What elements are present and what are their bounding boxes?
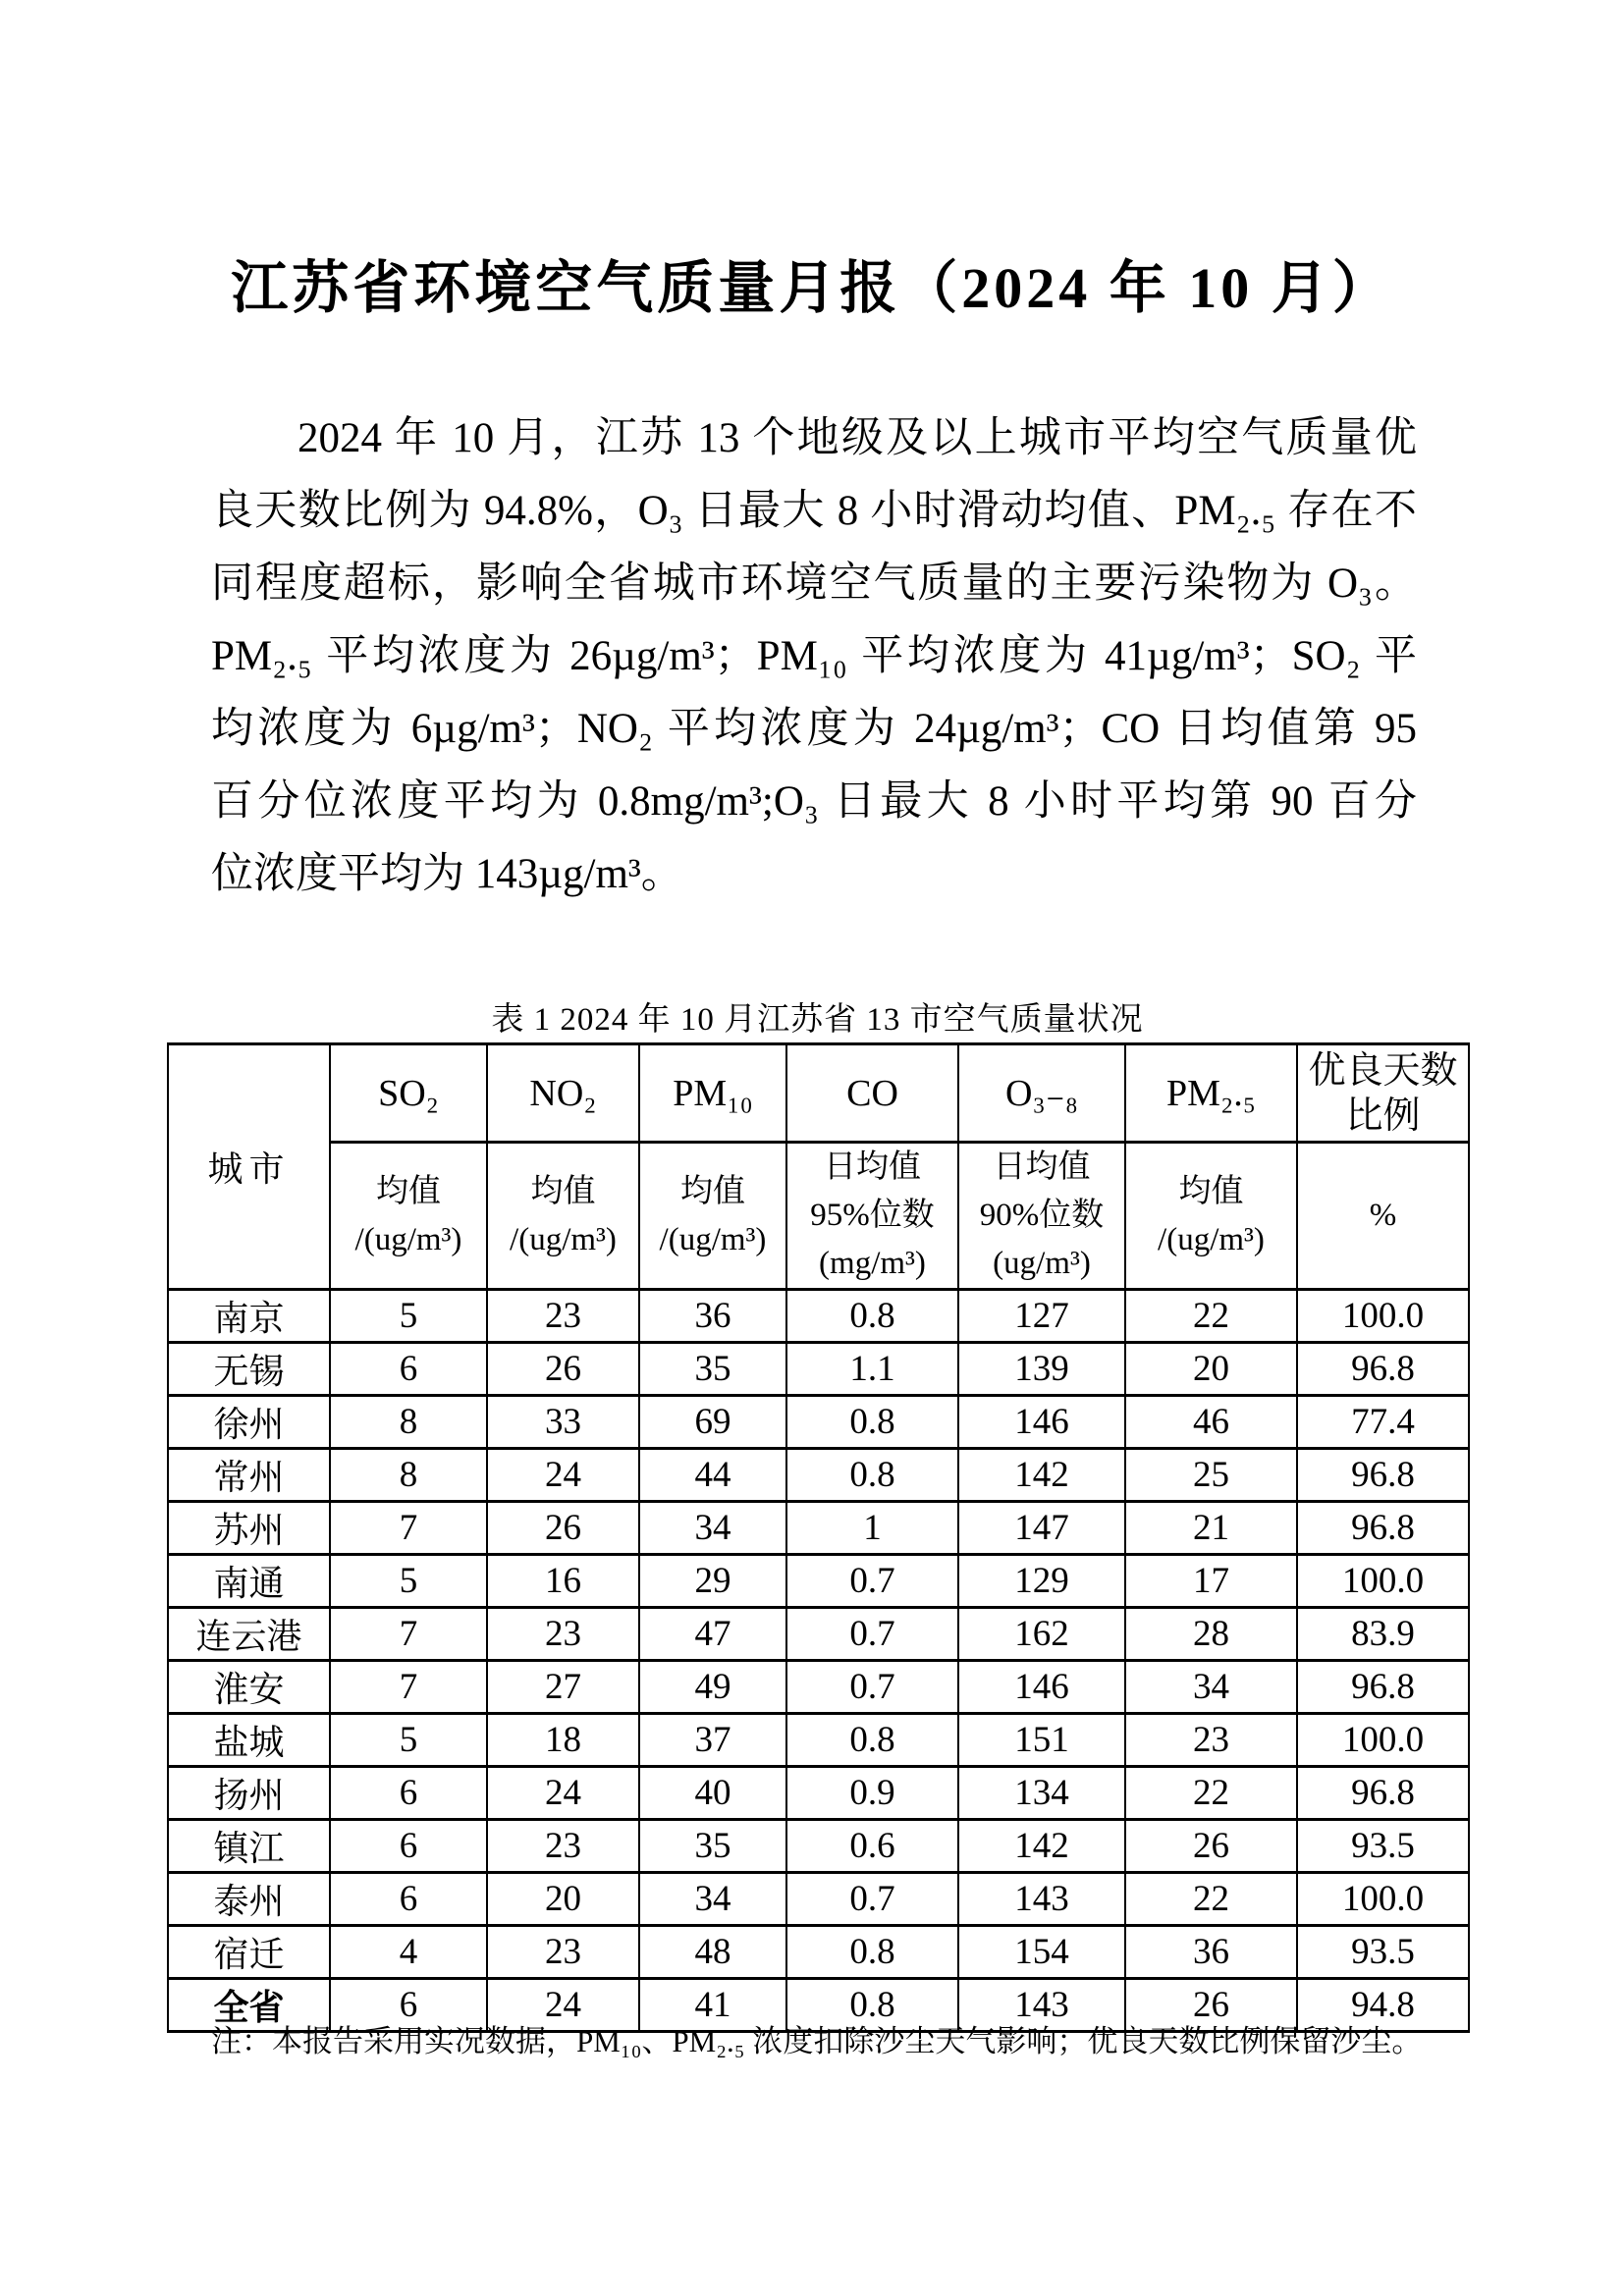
table-row bbox=[168, 1502, 1469, 1555]
table-row bbox=[168, 1396, 1469, 1449]
value-cell: 24 bbox=[487, 1449, 639, 1502]
paragraph-line: 2024 年 10 月，江苏 13 个地级及以上城市平均空气质量优 bbox=[298, 415, 1417, 461]
col-header-no2: NO₂ bbox=[487, 1044, 639, 1143]
unit-header-co: 日均值 95%位数 (mg/m³) bbox=[786, 1143, 958, 1290]
value-cell: 93.5 bbox=[1297, 1820, 1469, 1873]
value-cell: 48 bbox=[639, 1926, 786, 1979]
unit-header-percent: % bbox=[1297, 1143, 1469, 1290]
value-cell: 46 bbox=[1125, 1396, 1297, 1449]
value-cell: 8 bbox=[330, 1449, 487, 1502]
value-cell: 26 bbox=[487, 1343, 639, 1396]
city-cell: 镇江 bbox=[168, 1820, 330, 1873]
value-cell: 129 bbox=[958, 1555, 1125, 1608]
col-header-good-days-line2: 比例 bbox=[1345, 1095, 1421, 1137]
value-cell: 0.8 bbox=[786, 1926, 958, 1979]
value-cell: 34 bbox=[639, 1502, 786, 1555]
col-header-o3-8: O₃₋₈ bbox=[958, 1044, 1125, 1143]
col-header-so2: SO₂ bbox=[330, 1044, 487, 1143]
city-cell: 连云港 bbox=[168, 1608, 330, 1661]
value-cell: 147 bbox=[958, 1502, 1125, 1555]
value-cell: 36 bbox=[639, 1290, 786, 1343]
value-cell: 5 bbox=[330, 1290, 487, 1343]
value-cell: 5 bbox=[330, 1714, 487, 1767]
table-row bbox=[168, 1820, 1469, 1873]
value-cell: 93.5 bbox=[1297, 1926, 1469, 1979]
value-cell: 143 bbox=[958, 1979, 1125, 2032]
city-cell: 盐城 bbox=[168, 1714, 330, 1767]
unit-header-no2: 均值 /(ug/m³) bbox=[487, 1143, 639, 1290]
table-row bbox=[168, 1767, 1469, 1820]
summary-paragraph bbox=[211, 402, 1417, 911]
table-row bbox=[168, 1343, 1469, 1396]
table-row bbox=[168, 1555, 1469, 1608]
value-cell: 143 bbox=[958, 1873, 1125, 1926]
value-cell: 27 bbox=[487, 1661, 639, 1714]
value-cell: 96.8 bbox=[1297, 1661, 1469, 1714]
value-cell: 0.9 bbox=[786, 1767, 958, 1820]
value-cell: 37 bbox=[639, 1714, 786, 1767]
paragraph-line: 良天数比例为 94.8%，O₃ 日最大 8 小时滑动均值、PM₂.₅ 存在不 bbox=[211, 488, 1417, 534]
table-row bbox=[168, 1714, 1469, 1767]
value-cell: 23 bbox=[487, 1290, 639, 1343]
value-cell: 35 bbox=[639, 1343, 786, 1396]
col-header-pm10: PM₁₀ bbox=[639, 1044, 786, 1143]
value-cell: 77.4 bbox=[1297, 1396, 1469, 1449]
value-cell: 96.8 bbox=[1297, 1502, 1469, 1555]
value-cell: 96.8 bbox=[1297, 1767, 1469, 1820]
unit-header-pm25: 均值 /(ug/m³) bbox=[1125, 1143, 1297, 1290]
value-cell: 0.8 bbox=[786, 1979, 958, 2032]
value-cell: 23 bbox=[1125, 1714, 1297, 1767]
value-cell: 7 bbox=[330, 1661, 487, 1714]
value-cell: 6 bbox=[330, 1873, 487, 1926]
value-cell: 96.8 bbox=[1297, 1449, 1469, 1502]
header-row-pollutants bbox=[168, 1044, 1469, 1143]
value-cell: 100.0 bbox=[1297, 1290, 1469, 1343]
value-cell: 25 bbox=[1125, 1449, 1297, 1502]
value-cell: 35 bbox=[639, 1820, 786, 1873]
city-cell: 淮安 bbox=[168, 1661, 330, 1714]
page-title: 江苏省环境空气质量月报（2024 年 10 月） bbox=[231, 256, 1393, 320]
value-cell: 26 bbox=[1125, 1979, 1297, 2032]
value-cell: 6 bbox=[330, 1343, 487, 1396]
value-cell: 0.8 bbox=[786, 1714, 958, 1767]
table-caption: 表 1 2024 年 10 月江苏省 13 市空气质量状况 bbox=[491, 1002, 1144, 1038]
paragraph-line: 位浓度平均为 143µg/m³。 bbox=[211, 851, 683, 897]
value-cell: 146 bbox=[958, 1661, 1125, 1714]
value-cell: 127 bbox=[958, 1290, 1125, 1343]
value-cell: 100.0 bbox=[1297, 1714, 1469, 1767]
table-row bbox=[168, 1608, 1469, 1661]
value-cell: 28 bbox=[1125, 1608, 1297, 1661]
value-cell: 142 bbox=[958, 1820, 1125, 1873]
city-cell: 全省 bbox=[168, 1979, 330, 2032]
footnote: 注：本报告采用实况数据，PM₁₀、PM₂.₅ 浓度扣除沙尘天气影响；优良天数比例保留沙尘。 bbox=[211, 2024, 1423, 2058]
paragraph-line: 百分位浓度平均为 0.8mg/m³;O₃ 日最大 8 小时平均第 90 百分 bbox=[211, 778, 1417, 825]
value-cell: 0.8 bbox=[786, 1396, 958, 1449]
value-cell: 4 bbox=[330, 1926, 487, 1979]
value-cell: 33 bbox=[487, 1396, 639, 1449]
value-cell: 8 bbox=[330, 1396, 487, 1449]
value-cell: 44 bbox=[639, 1449, 786, 1502]
value-cell: 20 bbox=[1125, 1343, 1297, 1396]
value-cell: 24 bbox=[487, 1979, 639, 2032]
table-row bbox=[168, 1449, 1469, 1502]
value-cell: 34 bbox=[639, 1873, 786, 1926]
value-cell: 6 bbox=[330, 1820, 487, 1873]
value-cell: 69 bbox=[639, 1396, 786, 1449]
value-cell: 100.0 bbox=[1297, 1555, 1469, 1608]
value-cell: 0.7 bbox=[786, 1608, 958, 1661]
value-cell: 7 bbox=[330, 1608, 487, 1661]
col-header-good-days-line1: 优良天数 bbox=[1308, 1049, 1458, 1092]
table-header bbox=[168, 1044, 1469, 1290]
value-cell: 16 bbox=[487, 1555, 639, 1608]
value-cell: 29 bbox=[639, 1555, 786, 1608]
value-cell: 26 bbox=[487, 1502, 639, 1555]
value-cell: 0.7 bbox=[786, 1661, 958, 1714]
value-cell: 24 bbox=[487, 1767, 639, 1820]
value-cell: 41 bbox=[639, 1979, 786, 2032]
value-cell: 22 bbox=[1125, 1873, 1297, 1926]
air-quality-table bbox=[167, 1042, 1470, 2033]
col-header-pm25: PM₂.₅ bbox=[1125, 1044, 1297, 1143]
value-cell: 22 bbox=[1125, 1767, 1297, 1820]
value-cell: 1 bbox=[786, 1502, 958, 1555]
table-body bbox=[168, 1290, 1469, 2032]
value-cell: 20 bbox=[487, 1873, 639, 1926]
unit-header-o3-8: 日均值 90%位数 (ug/m³) bbox=[958, 1143, 1125, 1290]
table-row bbox=[168, 1926, 1469, 1979]
value-cell: 134 bbox=[958, 1767, 1125, 1820]
value-cell: 6 bbox=[330, 1979, 487, 2032]
value-cell: 47 bbox=[639, 1608, 786, 1661]
corner-header-city: 城市 bbox=[168, 1044, 330, 1290]
value-cell: 34 bbox=[1125, 1661, 1297, 1714]
value-cell: 26 bbox=[1125, 1820, 1297, 1873]
unit-header-pm10: 均值 /(ug/m³) bbox=[639, 1143, 786, 1290]
table-row bbox=[168, 1661, 1469, 1714]
col-header-co: CO bbox=[786, 1044, 958, 1143]
table-row bbox=[168, 1873, 1469, 1926]
value-cell: 146 bbox=[958, 1396, 1125, 1449]
city-cell: 扬州 bbox=[168, 1767, 330, 1820]
value-cell: 96.8 bbox=[1297, 1343, 1469, 1396]
value-cell: 100.0 bbox=[1297, 1873, 1469, 1926]
value-cell: 94.8 bbox=[1297, 1979, 1469, 2032]
value-cell: 36 bbox=[1125, 1926, 1297, 1979]
city-cell: 南京 bbox=[168, 1290, 330, 1343]
value-cell: 21 bbox=[1125, 1502, 1297, 1555]
city-cell: 徐州 bbox=[168, 1396, 330, 1449]
city-cell: 宿迁 bbox=[168, 1926, 330, 1979]
value-cell: 17 bbox=[1125, 1555, 1297, 1608]
city-cell: 无锡 bbox=[168, 1343, 330, 1396]
value-cell: 83.9 bbox=[1297, 1608, 1469, 1661]
value-cell: 0.7 bbox=[786, 1873, 958, 1926]
paragraph-line: PM₂.₅ 平均浓度为 26µg/m³；PM₁₀ 平均浓度为 41µg/m³；SO₂ 平 bbox=[211, 633, 1417, 679]
value-cell: 0.8 bbox=[786, 1290, 958, 1343]
value-cell: 139 bbox=[958, 1343, 1125, 1396]
value-cell: 162 bbox=[958, 1608, 1125, 1661]
city-cell: 南通 bbox=[168, 1555, 330, 1608]
col-header-good-days-ratio bbox=[1297, 1044, 1469, 1143]
value-cell: 0.8 bbox=[786, 1449, 958, 1502]
table-row bbox=[168, 1290, 1469, 1343]
paragraph-line: 同程度超标，影响全省城市环境空气质量的主要污染物为 O₃。 bbox=[211, 561, 1417, 607]
value-cell: 154 bbox=[958, 1926, 1125, 1979]
value-cell: 7 bbox=[330, 1502, 487, 1555]
value-cell: 5 bbox=[330, 1555, 487, 1608]
value-cell: 151 bbox=[958, 1714, 1125, 1767]
value-cell: 0.6 bbox=[786, 1820, 958, 1873]
header-row-units bbox=[168, 1143, 1469, 1290]
value-cell: 23 bbox=[487, 1608, 639, 1661]
value-cell: 0.7 bbox=[786, 1555, 958, 1608]
city-cell: 泰州 bbox=[168, 1873, 330, 1926]
value-cell: 49 bbox=[639, 1661, 786, 1714]
value-cell: 23 bbox=[487, 1820, 639, 1873]
value-cell: 6 bbox=[330, 1767, 487, 1820]
city-cell: 常州 bbox=[168, 1449, 330, 1502]
paragraph-line: 均浓度为 6µg/m³；NO₂ 平均浓度为 24µg/m³；CO 日均值第 95 bbox=[211, 706, 1417, 752]
value-cell: 142 bbox=[958, 1449, 1125, 1502]
value-cell: 23 bbox=[487, 1926, 639, 1979]
value-cell: 40 bbox=[639, 1767, 786, 1820]
unit-header-so2: 均值 /(ug/m³) bbox=[330, 1143, 487, 1290]
value-cell: 22 bbox=[1125, 1290, 1297, 1343]
value-cell: 1.1 bbox=[786, 1343, 958, 1396]
city-cell: 苏州 bbox=[168, 1502, 330, 1555]
value-cell: 18 bbox=[487, 1714, 639, 1767]
